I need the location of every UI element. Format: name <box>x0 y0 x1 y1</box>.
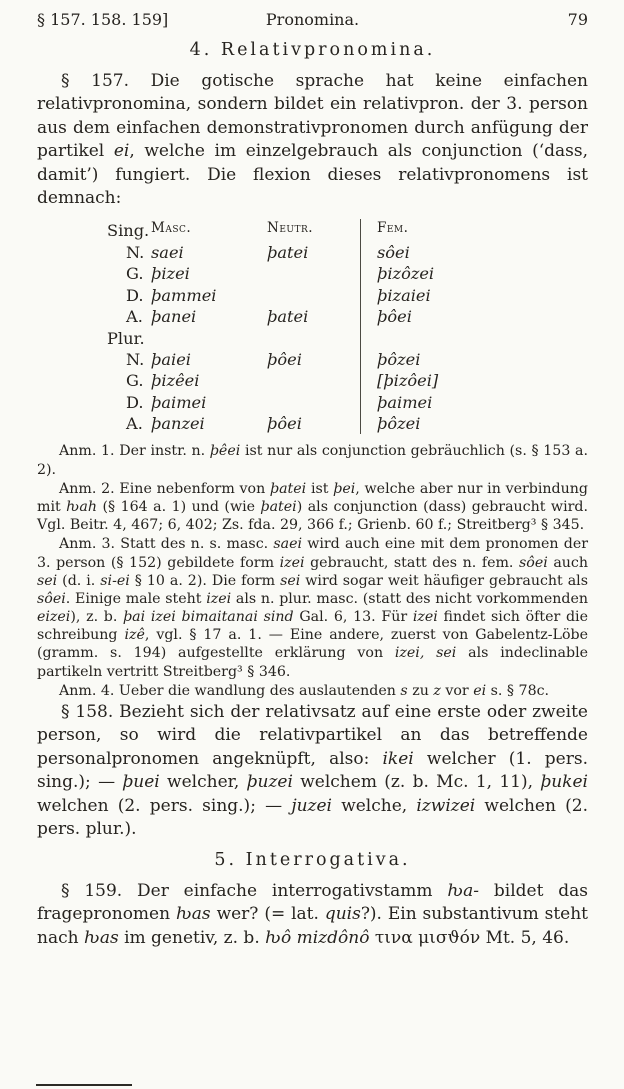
form-neutr: þatei <box>267 307 309 327</box>
text-run: izei <box>206 590 232 607</box>
text-run: ƕas <box>175 904 211 925</box>
column-header-neutr: Neutr. <box>267 219 314 236</box>
text-run: welchem (z. b. Mc. 1, 11), <box>292 772 541 793</box>
anmerkung-1 <box>37 442 588 478</box>
text-run: juzei <box>291 795 332 816</box>
section-heading-interrogativa: 5. Interrogativa. <box>214 849 411 870</box>
text-run: ei <box>113 141 130 162</box>
form-neutr <box>267 392 360 413</box>
text-run: vor <box>440 682 474 699</box>
section-heading-relativpronomina: 4. Relativpronomina. <box>189 40 436 60</box>
case-label: A. <box>126 307 143 327</box>
form-neutr <box>267 370 360 391</box>
form-fem: þizaiei <box>360 285 540 306</box>
text-run: þêei <box>209 443 241 460</box>
empty-cell <box>141 328 267 349</box>
form-neutr: þatei <box>267 243 309 263</box>
text-run: τινα μισϑόν Mt. 5, 46. <box>369 927 570 948</box>
form-masc: þizêei <box>151 371 200 391</box>
case-label: N. <box>126 349 145 369</box>
text-run: þukei <box>540 772 588 793</box>
text-run: findet sich öfter die schreibung <box>37 609 588 644</box>
form-fem: [þizôei] <box>360 370 540 391</box>
form-fem: þôzei <box>360 349 540 370</box>
text-run: eizei <box>37 609 71 626</box>
form-masc: þammei <box>151 285 217 305</box>
text-run: bildet das fragepronomen <box>37 880 588 925</box>
form-neutr: þôei <box>267 414 302 434</box>
form-masc: saei <box>151 243 184 263</box>
anmerkung-4 <box>37 682 588 700</box>
anmerkung-2 <box>37 480 588 535</box>
running-head <box>37 10 588 30</box>
empty-cell <box>267 328 360 349</box>
text-run: þatei <box>270 480 307 497</box>
bottom-rule <box>36 1084 132 1086</box>
text-run: welcher (1. pers. sing.); — <box>37 748 588 793</box>
form-masc: þaimei <box>151 392 207 412</box>
column-header-masc: Masc. <box>151 219 192 236</box>
text-run: þuei <box>122 772 160 793</box>
text-run: § 158. Bezieht sich der relativsatz auf eine erste oder zweite person, so wird die relativpartikel an das betreffende personalpronomen angeknüpft, also: <box>37 701 588 769</box>
text-run: welchen (2. pers. plur.). <box>37 795 588 840</box>
form-fem: þizôzei <box>360 263 540 284</box>
text-run: wird auch eine mit dem pronomen der 3. person (§ 152) gebildete form <box>37 536 589 571</box>
text-run: im genetiv, z. b. <box>118 927 266 948</box>
text-run: als n. plur. masc. (statt des nicht vorkommenden <box>231 590 588 607</box>
case-label: D. <box>126 392 144 412</box>
text-run: zu <box>407 682 434 699</box>
text-run: welchen (2. pers. sing.); — <box>37 795 292 816</box>
text-run: , welche im einzelgebrauch als conjunction (‘dass, damit’) fungiert. Die flexion dieses relativpronomens ist demnach: <box>37 141 588 209</box>
text-run: (d. i. <box>57 572 101 589</box>
text-run: . Einige male steht <box>65 590 207 607</box>
text-run: welcher, <box>159 772 247 793</box>
text-run: þai izei bimaitanai sind <box>123 609 294 626</box>
case-label: G. <box>126 264 144 284</box>
text-run: ), z. b. <box>70 609 124 626</box>
column-header-fem: Fem. <box>360 219 540 242</box>
text-run: ikei <box>382 748 414 769</box>
text-run: izwizei <box>416 795 476 816</box>
empty-cell <box>360 328 540 349</box>
text-run: , welche aber nur in verbindung mit <box>37 480 588 515</box>
text-run: si-ei <box>100 572 130 589</box>
text-run: § 159. Der einfache interrogativstamm <box>61 880 448 901</box>
text-run: wer? (= lat. <box>210 904 325 925</box>
paradigm-table <box>107 219 588 435</box>
text-run: § 157. Die gotische sprache hat keine einfachen relativpronomina, sondern bildet ein relativpron. der 3. person aus dem einfachen demonstrativpronomen durch anfügung der partikel <box>37 71 588 162</box>
anmerkung-3 <box>37 535 588 680</box>
text-run: izei <box>279 554 305 571</box>
form-neutr <box>267 263 360 284</box>
text-run: izei <box>412 609 438 626</box>
text-run: welche, <box>332 795 417 816</box>
text-run: ) als conjunction (dass) gebraucht wird. Vgl. Beitr. 4, 467; 6, 402; Zs. fda. 29, 366 f.; Grienb. 60 f.; Streitberg³ § 345. <box>37 498 588 534</box>
text-run: sôei <box>519 554 548 571</box>
text-run: þei <box>333 480 356 497</box>
case-label: G. <box>126 371 144 391</box>
text-run: ƕô mizdônô <box>265 927 370 948</box>
text-run: als indeclinable partikeln vertritt Streitberg³ § 346. <box>37 645 588 680</box>
text-run: izei, sei <box>394 645 457 662</box>
text-run: gebraucht, statt des n. fem. <box>304 554 519 571</box>
text-run: ƕas <box>83 927 119 948</box>
text-run: izê <box>124 627 145 644</box>
text-run: sei <box>280 572 301 589</box>
text-run: (§ 164 a. 1) und (wie <box>97 498 261 515</box>
form-neutr <box>267 285 360 306</box>
running-head-sections: § 157. 158. 159] <box>37 10 169 29</box>
form-fem: þôzei <box>360 413 540 434</box>
text-run: sôei <box>37 590 66 607</box>
form-neutr: þôei <box>267 349 302 369</box>
text-run: § 10 a. 2). Die form <box>129 572 281 589</box>
form-fem: þôei <box>360 306 540 327</box>
text-run: Anm. 3. Statt des n. s. masc. <box>59 536 274 553</box>
form-masc: þizei <box>151 264 190 284</box>
document-body <box>37 40 588 950</box>
form-masc: þanzei <box>151 414 205 434</box>
text-run: auch <box>547 554 589 571</box>
text-run: ƕa- <box>447 880 480 901</box>
case-label: D. <box>126 285 144 305</box>
text-run: ƕah <box>66 498 97 515</box>
text-run: Anm. 4. Ueber die wandlung des auslautenden <box>59 682 401 699</box>
table-group-label-plur: Plur. <box>107 328 145 348</box>
text-run: , vgl. § 17 a. 1. — Eine andere, zuerst von Gabelentz-Löbe (gramm. s. 194) aufgestellte erklärung von <box>37 627 588 662</box>
form-fem: þaimei <box>360 392 540 413</box>
text-run: ist <box>306 480 334 497</box>
text-run: ist nur als conjunction gebräuchlich (s. § 153 a. 2). <box>37 443 588 478</box>
table-group-label-sing: Sing. <box>107 220 150 240</box>
text-run: Gal. 6, 13. Für <box>293 609 413 626</box>
text-run: s <box>400 682 408 699</box>
text-run: ei <box>473 682 487 699</box>
running-head-title: Pronomina. <box>265 10 360 29</box>
text-run: Anm. 1. Der instr. n. <box>59 443 210 460</box>
form-masc: þanei <box>151 307 197 327</box>
form-fem: sôei <box>360 242 540 263</box>
text-run: wird sogar weit häufiger gebraucht als <box>300 572 588 589</box>
text-run: þuzei <box>246 772 293 793</box>
text-run: Anm. 2. Eine nebenform von <box>59 480 270 497</box>
paragraph-158 <box>37 701 588 842</box>
text-run: z <box>433 682 441 699</box>
text-run: s. § 78c. <box>486 682 550 699</box>
case-label: A. <box>126 414 143 434</box>
paragraph-159 <box>37 880 588 950</box>
form-masc: þaiei <box>151 349 191 369</box>
case-label: N. <box>126 243 145 263</box>
text-run: ?). Ein substantivum steht nach <box>37 904 588 948</box>
page-number: 79 <box>567 10 589 29</box>
text-run: sei <box>37 572 58 589</box>
text-run: þatei <box>260 498 297 515</box>
text-run: saei <box>273 536 303 553</box>
text-run: quis <box>324 904 361 925</box>
paragraph-157 <box>37 70 588 211</box>
